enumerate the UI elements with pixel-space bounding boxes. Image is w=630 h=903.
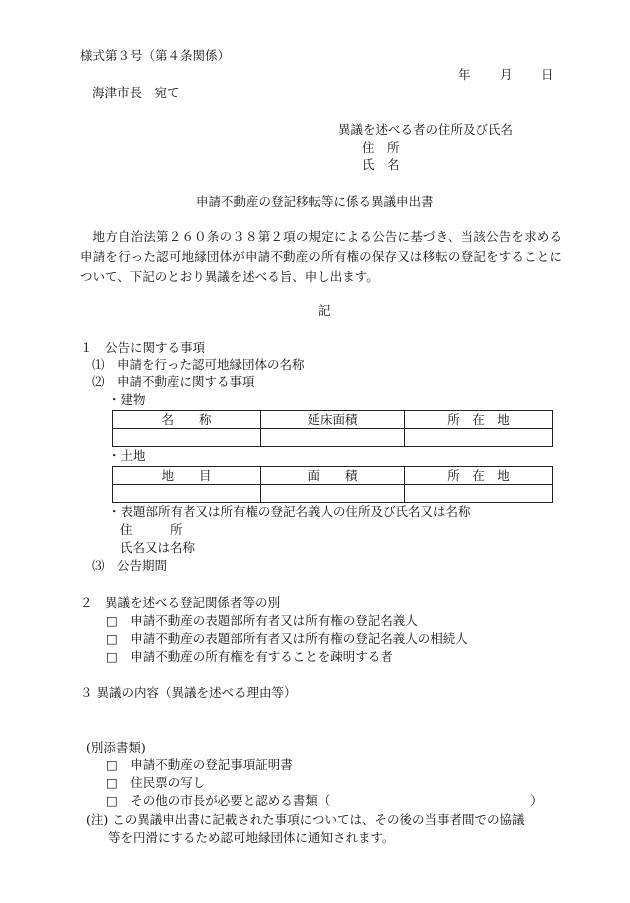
attachment-item-3[interactable]: □ その他の市長が必要と認める書類（ ）: [106, 793, 543, 808]
owner-name-label: 氏名又は名称: [120, 540, 196, 555]
table-row: [113, 429, 553, 447]
objector-address-label: 住 所: [362, 140, 400, 155]
owner-line: ・表題部所有者又は所有権の登記名義人の住所及び氏名又は名称: [108, 504, 471, 519]
land-cell-area[interactable]: [261, 485, 405, 503]
section2-option-2[interactable]: □ 申請不動産の表題部所有者又は所有権の登記名義人の相続人: [106, 631, 468, 646]
objector-name-label: 氏 名: [362, 157, 400, 172]
building-label: ・建物: [108, 392, 146, 407]
table-row: [113, 485, 553, 503]
land-table: [112, 466, 553, 503]
building-cell-floor-area[interactable]: [261, 429, 405, 447]
section1-item1: ⑴ 申請を行った認可地縁団体の名称: [92, 357, 305, 372]
date-month: 月: [500, 67, 513, 82]
section1-heading: １ 公告に関する事項: [80, 340, 206, 355]
table-row: [113, 467, 553, 485]
building-table: [112, 410, 553, 447]
table-row: [113, 411, 553, 429]
building-col-floor-area: 延床面積: [261, 411, 405, 429]
form-label: 様式第３号（第４条関係）: [80, 48, 231, 63]
section1-item3: ⑶ 公告期間: [92, 558, 168, 573]
building-cell-name[interactable]: [113, 429, 261, 447]
body-paragraph: 地方自治法第２６０条の３８第２項の規定による公告に基づき、当該公告を求める申請を行った認可地縁団体が申請不動産の所有権の保存又は移転の登記をすることについて、下記のとおり異議を述べる旨、申し出ます。: [80, 229, 562, 284]
land-col-category: 地 目: [113, 467, 261, 485]
section2-option-1[interactable]: □ 申請不動産の表題部所有者又は所有権の登記名義人: [106, 613, 418, 628]
addressee: 海津市長 宛て: [92, 85, 180, 100]
ki-heading: 記: [318, 303, 331, 318]
section3-heading: ３ 異議の内容（異議を述べる理由等）: [80, 685, 297, 700]
attachment-item-2[interactable]: □ 住民票の写し: [106, 775, 206, 790]
owner-address-label: 住 所: [120, 522, 183, 537]
document-title: 申請不動産の登記移転等に係る異議申出書: [196, 194, 434, 209]
land-label: ・土地: [108, 448, 146, 463]
note-line2: 等を円滑にするため認可地縁団体に通知されます。: [108, 830, 395, 845]
section1-item2: ⑵ 申請不動産に関する事項: [92, 374, 255, 389]
land-cell-category[interactable]: [113, 485, 261, 503]
attachment-item-1[interactable]: □ 申請不動産の登記事項証明書: [106, 757, 293, 772]
section2-heading: ２ 異議を述べる登記関係者等の別: [80, 595, 281, 610]
date-year: 年: [458, 67, 471, 82]
date-day: 日: [541, 67, 554, 82]
note-line1: (注) この異議申出書に記載された事項については、その後の当事者間での協議: [86, 812, 525, 827]
building-col-location: 所 在 地: [405, 411, 553, 429]
building-cell-location[interactable]: [405, 429, 553, 447]
objector-heading: 異議を述べる者の住所及び氏名: [338, 122, 514, 137]
building-col-name: 名 称: [113, 411, 261, 429]
land-col-location: 所 在 地: [405, 467, 553, 485]
section2-option-3[interactable]: □ 申請不動産の所有権を有することを疎明する者: [106, 649, 393, 664]
land-col-area: 面 積: [261, 467, 405, 485]
attachments-heading: (別添書類): [86, 740, 146, 755]
land-cell-location[interactable]: [405, 485, 553, 503]
